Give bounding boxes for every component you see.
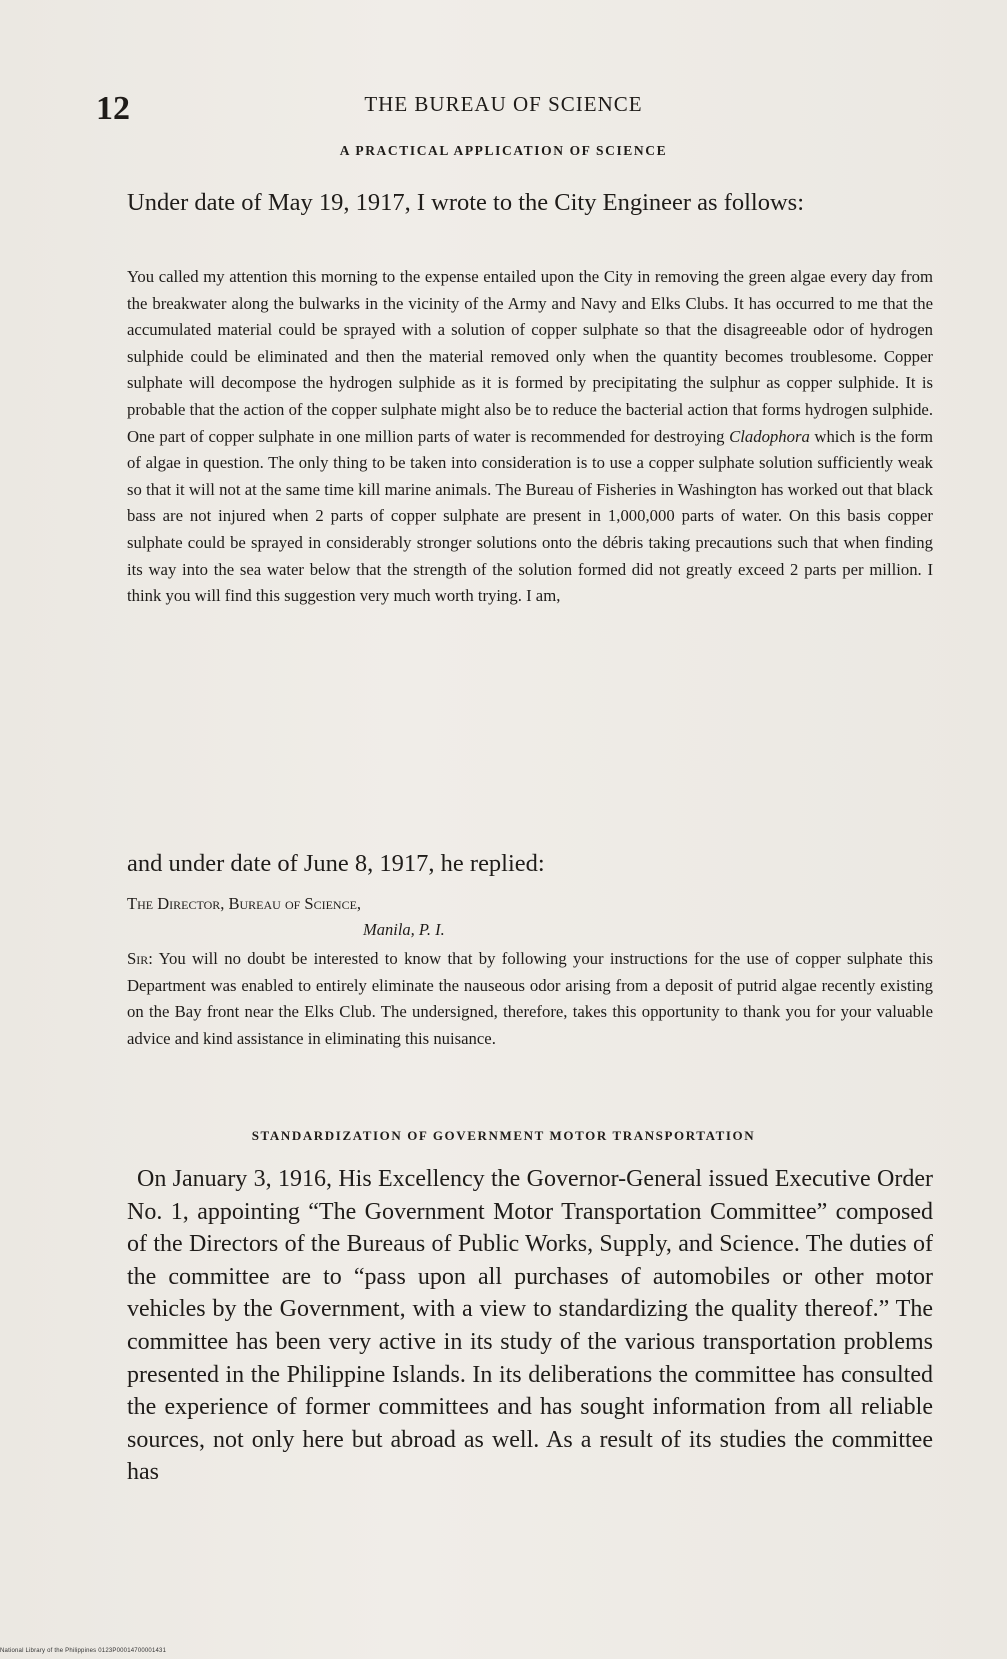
section-heading: STANDARDIZATION OF GOVERNMENT MOTOR TRANSPORTATION	[251, 1128, 756, 1143]
reply-text: : You will no doubt be interested to know that by following your instructions for the use of copper sulphate this Department was enabled to entirely eliminate the nauseous odor arising from a deposit of putrid algae recently existing on the Bay front near the Elks Club. The undersigned, therefore, takes this opportunity to thank you for your valuable advice and kind assistance in eliminating this nuisance.	[127, 949, 933, 1048]
body-paragraph: On January 3, 1916, His Excellency the Governor-General issued Executive Order No. 1, appointing “The Government Motor Transportation Committee” composed of the Directors of the Bureaus of Public Works, Supply, and Science. The duties of the committee are to “pass upon all purchases of automobiles or other motor vehicles by the Government, with a view to standardizing the quality thereof.” The committee has been very active in its study of the various transportation problems presented in the Philippine Islands. In its deliberations the committee has consulted the experience of former committees and has sought information from all reliable sources, not only here but abroad as well. As a result of its studies the committee has	[127, 1166, 933, 1486]
reply-intro: and under date of June 8, 1917, he replied:	[127, 850, 545, 877]
address-line: The Director, Bureau of Science,	[127, 894, 362, 913]
intro-paragraph: Under date of May 19, 1917, I wrote to the City Engineer as follows:	[127, 189, 805, 216]
letter-text-part2: which is the form of algae in question. The only thing to be taken into consideration is to use a copper sulphate solution sufficiently weak so that it will not at the same time kill marine animals. The Bureau of Fisheries in Washington has worked out that black bass are not injured when 2 parts of copper sulphate are present in 1,000,000 parts of water. On this basis copper sulphate could be sprayed in considerably stronger solutions onto the débris taking precautions such that when finding its way into the sea water below that the strength of the solution formed did not greatly exceed 2 parts per million. I think you will find this suggestion very much worth trying. I am,	[127, 426, 933, 606]
scan-footer-label: National Library of the Philippines 0123P00014700001431	[0, 1648, 167, 1654]
quoted-letter	[127, 264, 933, 610]
reply-salutation: Sir	[127, 949, 149, 968]
address-place: Manila, P. I.	[363, 920, 445, 939]
reply-paragraph	[127, 946, 933, 1052]
page-number: 12	[96, 90, 130, 127]
letter-paragraph	[127, 264, 933, 610]
section-heading: A PRACTICAL APPLICATION OF SCIENCE	[339, 143, 668, 158]
letter-text-part1: You called my attention this morning to the expense entailed upon the City in removing the green algae every day from the breakwater along the bulwarks in the vicinity of the Army and Navy and Elks Clubs. It has occurred to me that the accumulated material could be sprayed with a solution of copper sulphate so that the disagreeable odor of hydrogen sulphide could be eliminated and then the material removed only when the quantity becomes troublesome. Copper sulphate will decompose the hydrogen sulphide as it is formed by precipitating the sulphur as copper sulphide. It is probable that the action of the copper sulphate might also be to reduce the bacterial action that forms hydrogen sulphide. One part of copper sulphate in one million parts of water is recommended for destroying	[127, 267, 933, 446]
reply-letter	[127, 946, 933, 1052]
running-head: THE BUREAU OF SCIENCE	[364, 92, 643, 116]
species-name: Cladophora	[729, 426, 810, 446]
reply-address	[127, 891, 445, 943]
